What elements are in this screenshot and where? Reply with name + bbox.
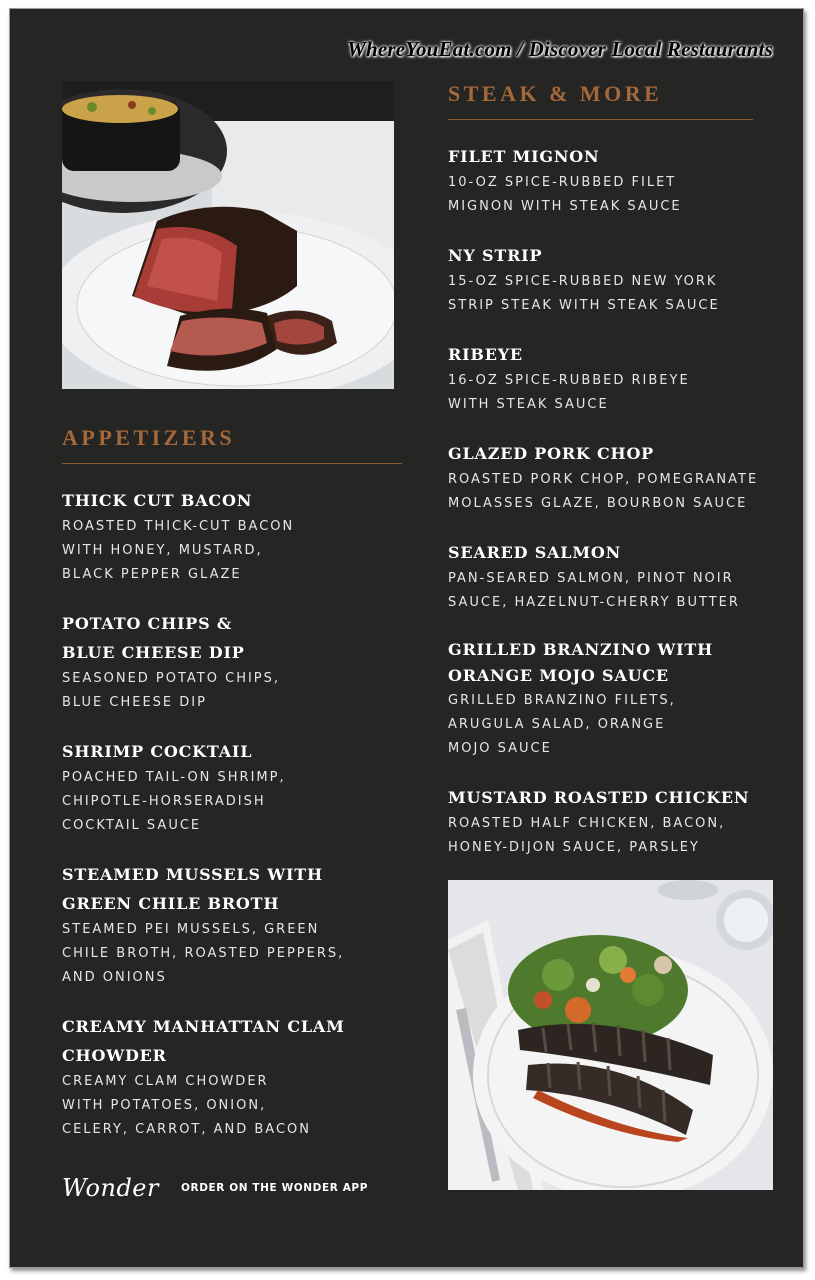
item-name: SEARED SALMON (448, 543, 621, 562)
left-column (62, 81, 402, 1164)
item-desc-line: 16-OZ SPICE-RUBBED RIBEYE (448, 373, 690, 388)
menu-item-thick-cut-bacon (62, 486, 402, 587)
item-name-line: STEAMED MUSSELS WITH (62, 865, 323, 884)
branzino-photo (448, 880, 773, 1190)
item-desc-line: ARUGULA SALAD, ORANGE (448, 717, 666, 732)
menu-item-ribeye (448, 340, 793, 417)
menu-item-filet-mignon (448, 142, 793, 219)
divider (62, 463, 402, 464)
divider (448, 119, 753, 120)
item-desc-line: CHILE BROTH, ROASTED PEPPERS, (62, 946, 345, 961)
item-desc-line: ROASTED PORK CHOP, POMEGRANATE (448, 472, 759, 487)
item-name-line: CHOWDER (62, 1046, 167, 1065)
item-name-line: POTATO CHIPS & (62, 614, 233, 633)
item-desc-line: BLUE CHEESE DIP (62, 695, 207, 710)
menu-item-glazed-pork-chop (448, 439, 793, 516)
item-desc-line: CELERY, CARROT, AND BACON (62, 1122, 312, 1137)
filet-mignon-photo (62, 81, 394, 389)
item-desc-line: WITH POTATOES, ONION, (62, 1098, 267, 1113)
item-desc-line: WITH STEAK SAUCE (448, 397, 609, 412)
item-name-line: CREAMY MANHATTAN CLAM (62, 1017, 345, 1036)
item-name: FILET MIGNON (448, 147, 600, 166)
item-desc-line: 10-OZ SPICE-RUBBED FILET (448, 175, 677, 190)
menu-item-mustard-roasted-chicken (448, 783, 793, 860)
item-desc-line: MOLASSES GLAZE, BOURBON SAUCE (448, 496, 748, 511)
item-desc-line: SAUCE, HAZELNUT-CHERRY BUTTER (448, 595, 740, 610)
watermark: WhereYouEat.com / Discover Local Restaurants (347, 37, 773, 61)
item-name-line: GREEN CHILE BROTH (62, 894, 280, 913)
item-desc-line: AND ONIONS (62, 970, 167, 985)
menu-item-shrimp-cocktail (62, 737, 402, 838)
menu-item-steamed-mussels (62, 860, 402, 990)
item-desc-line: WITH HONEY, MUSTARD, (62, 543, 263, 558)
wonder-logo: Wonder (62, 1174, 159, 1202)
item-desc-line: MIGNON WITH STEAK SAUCE (448, 199, 682, 214)
item-desc-line: BLACK PEPPER GLAZE (62, 567, 242, 582)
item-desc-line: GRILLED BRANZINO FILETS, (448, 693, 676, 708)
menu-item-clam-chowder (62, 1012, 402, 1142)
item-name: GLAZED PORK CHOP (448, 444, 655, 463)
item-name: RIBEYE (448, 345, 523, 364)
item-desc-line: STRIP STEAK WITH STEAK SAUCE (448, 298, 720, 313)
menu-item-potato-chips (62, 609, 402, 715)
steak-and-more-title: STEAK & MORE (448, 81, 663, 106)
item-desc-line: ROASTED THICK-CUT BACON (62, 519, 295, 534)
menu-item-seared-salmon (448, 538, 793, 615)
menu-page (9, 8, 804, 1268)
appetizers-title: APPETIZERS (62, 425, 236, 450)
item-name: THICK CUT BACON (62, 491, 253, 510)
item-desc-line: HONEY-DIJON SAUCE, PARSLEY (448, 840, 700, 855)
item-desc-line: PAN-SEARED SALMON, PINOT NOIR (448, 571, 734, 586)
item-desc-line: STEAMED PEI MUSSELS, GREEN (62, 922, 320, 937)
item-name: MUSTARD ROASTED CHICKEN (448, 788, 750, 807)
item-desc-line: POACHED TAIL-ON SHRIMP, (62, 770, 286, 785)
menu-item-grilled-branzino (448, 637, 793, 761)
item-desc-line: CREAMY CLAM CHOWDER (62, 1074, 269, 1089)
item-desc-line: CHIPOTLE-HORSERADISH (62, 794, 266, 809)
item-desc-line: 15-OZ SPICE-RUBBED NEW YORK (448, 274, 718, 289)
item-name-line: BLUE CHEESE DIP (62, 643, 245, 662)
item-desc-line: MOJO SAUCE (448, 741, 552, 756)
item-desc-line: SEASONED POTATO CHIPS, (62, 671, 281, 686)
item-name: SHRIMP COCKTAIL (62, 742, 253, 761)
item-name-line: ORANGE MOJO SAUCE (448, 666, 669, 685)
right-column (448, 81, 793, 1190)
item-desc-line: COCKTAIL SAUCE (62, 818, 202, 833)
item-name: NY STRIP (448, 246, 543, 265)
footer (62, 1174, 368, 1202)
menu-item-ny-strip (448, 241, 793, 318)
item-desc-line: ROASTED HALF CHICKEN, BACON, (448, 816, 726, 831)
order-app-text: ORDER ON THE WONDER APP (180, 1182, 369, 1194)
item-name-line: GRILLED BRANZINO WITH (448, 640, 714, 659)
